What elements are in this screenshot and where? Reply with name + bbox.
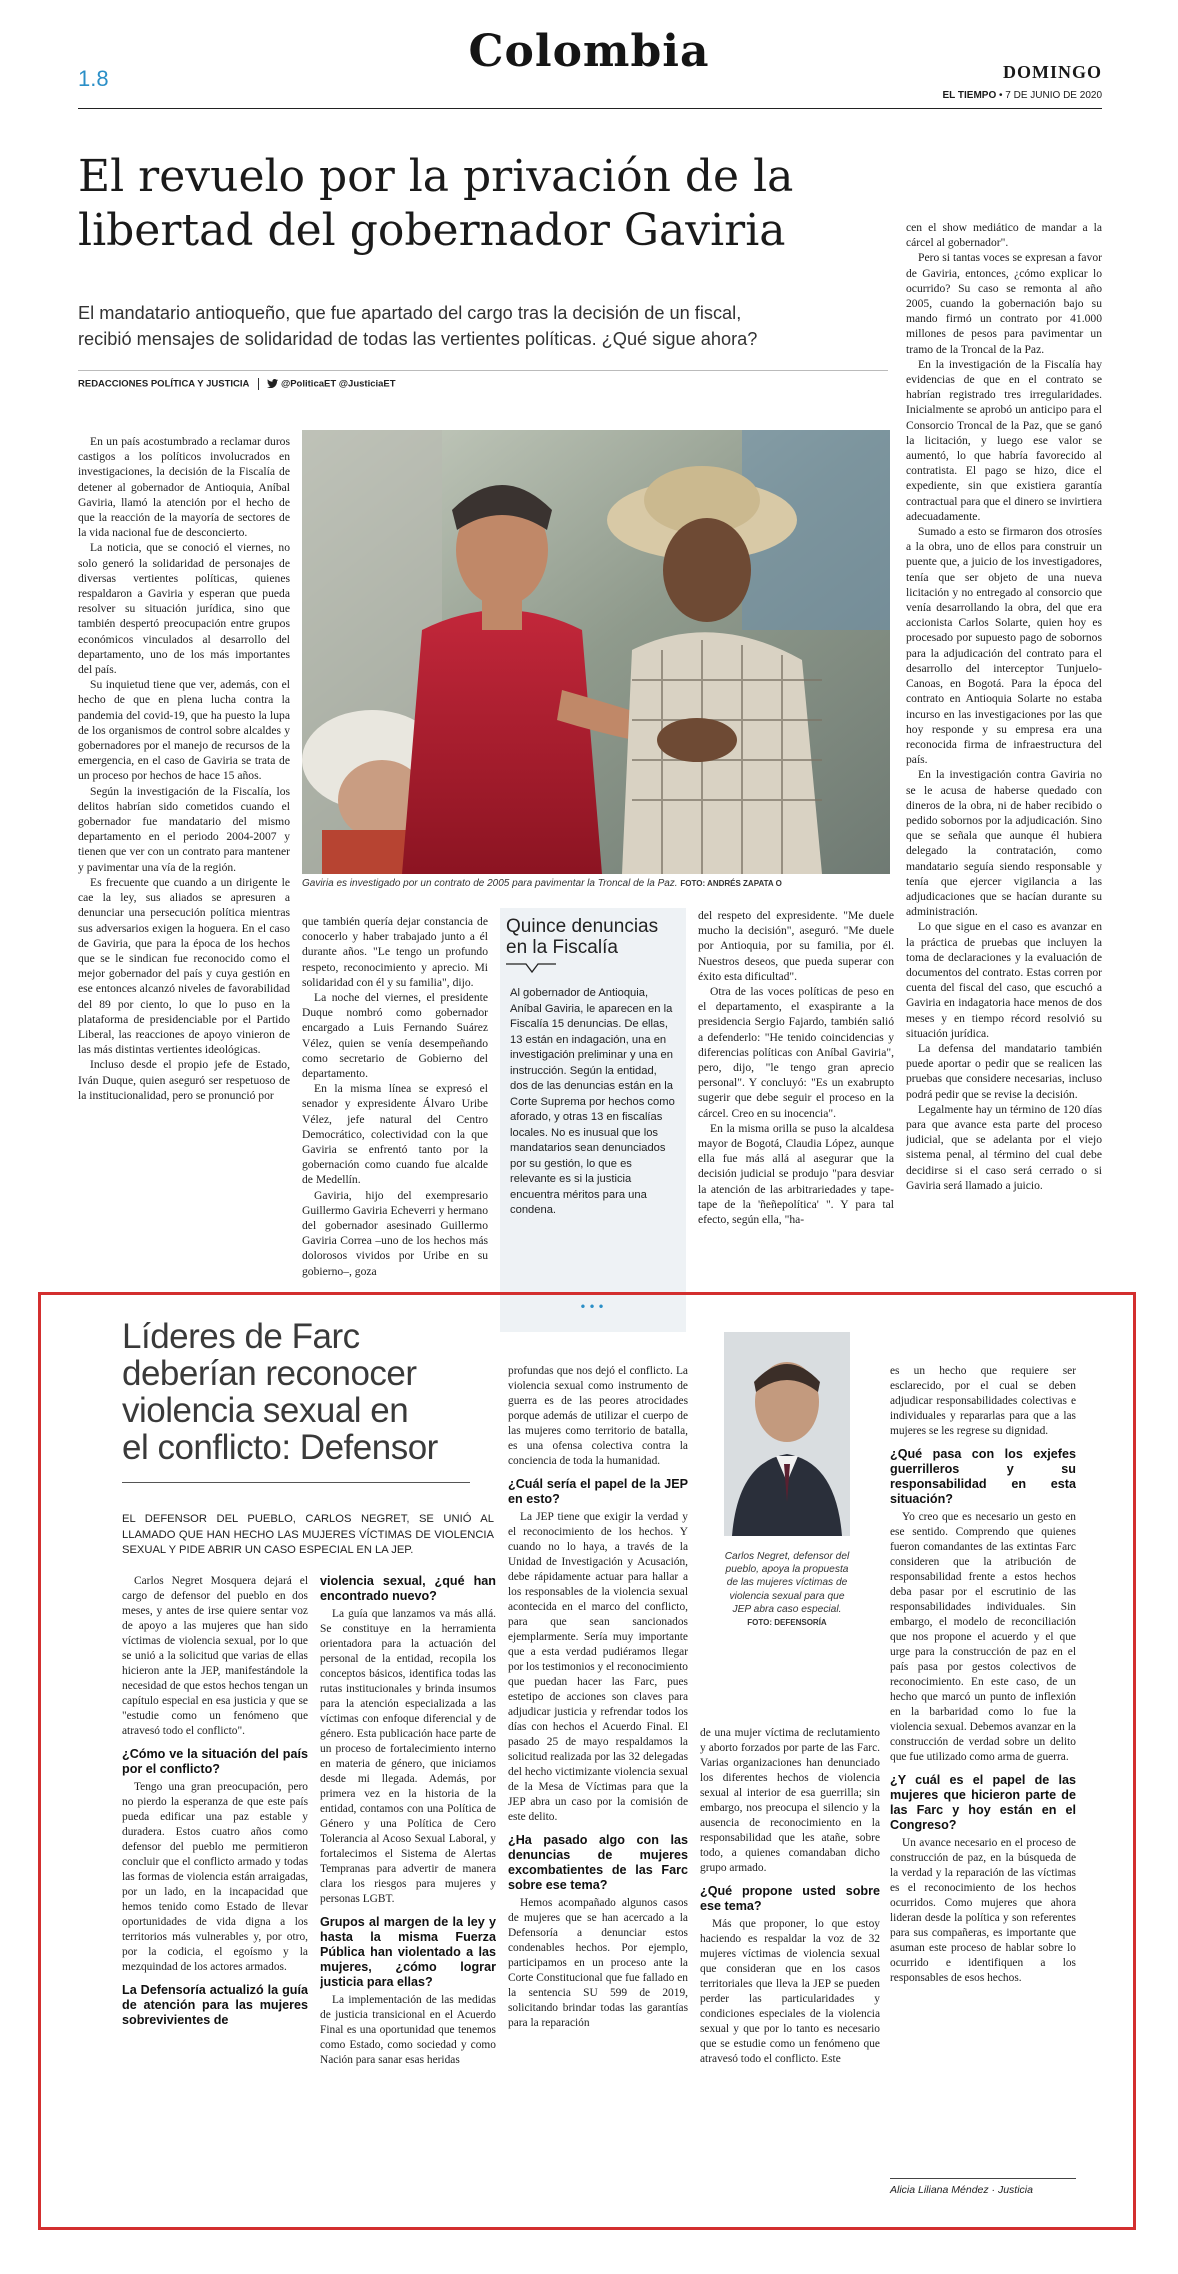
sidebar-marker	[506, 962, 556, 976]
main-photo	[302, 430, 890, 874]
byline: REDACCIONES POLÍTICA Y JUSTICIA @PoliticaET @JusticiaET	[78, 378, 396, 390]
second-headline-rule	[122, 1482, 470, 1483]
date-line: EL TIEMPO • 7 DE JUNIO DE 2020	[942, 90, 1102, 101]
main-col-1: En un país acostumbrado a reclamar duros castigos a los políticos involucrados en investigaciones, la decisión de la Fiscalía de detener al gobernador de Antioquia, Aníbal Gaviria, llamó la atención por el hecho de que la reacción de la mayoría de sectores de la vida nacional fue de desconcierto. La noticia, que se conoció el viernes, no solo generó la solidaridad de personajes de diversas vertientes políticas, quienes respaldaron a Gaviria y esperan que pueda resolver su situación jurídica, sino que también despertó preocupación entre grupos económicos vinculados al desarrollo del departamento, uno de los más importantes del país. Su inquietud tiene que ver, además, con el hecho de que en plena lucha contra la pandemia del covid-19, que ha puesto la lupa de los organismos de control sobre alcaldes y gobernadores por el manejo de recursos de la emergencia, en el caso de Gaviria se trata de un proceso por hechos de hace 15 años. Según la investigación de la Fiscalía, los delitos habrían sido cometidos cuando el gobernador fue mandatario del mismo departamento en el periodo 2004-2007 y tienen que ver con un contrato para mantener y pavimentar una vía de la región. Es frecuente que cuando a un dirigente le cae la ley, sus aliados se apresuren a denunciar una persecución política mientras sus adversarios exigen la hoguera. En el caso de Gaviria, que para la época de los hechos que se le sindican fue reconocido como el mejor gobernador del país y cuya gestión en ese entonces alcanzó niveles de favorabilidad del 89 por ciento, lo que lo puso en la plataforma de presidenciable por el Partido Liberal, las reacciones de apoyo vinieron de las más distintas vertientes ideológicas. Incluso desde el propio jefe de Estado, Iván Duque, quien aseguró ser respetuoso de la institucionalidad, pero se pronunció por	[78, 435, 290, 1102]
twitter-icon	[267, 379, 278, 388]
main-photo-caption: Gaviria es investigado por un contrato de 2005 para pavimentar la Troncal de la Paz. FOTO: ANDRÉS ZAPATA O	[302, 878, 782, 889]
sidebar-box	[500, 908, 686, 1332]
portrait-caption: Carlos Negret, defensor del pueblo, apoya la propuesta de las mujeres víctimas de violencia sexual para que JEP abra caso especial. FOTO: DEFENSORÍA	[724, 1551, 850, 1628]
question-1: ¿Cómo ve la situación del país por el conflicto?	[122, 1747, 308, 1776]
portrait-photo	[724, 1332, 850, 1536]
page-number: 1.8	[78, 66, 109, 91]
day-label: DOMINGO	[1003, 62, 1102, 82]
question-7: ¿Qué pasa con los exjefes guerrilleros y su responsabilidad en esta situación?	[890, 1447, 1076, 1506]
signature: Alicia Liliana Méndez · Justicia	[890, 2184, 1033, 2196]
header-rule	[78, 108, 1102, 109]
section-title: Colombia	[468, 26, 710, 77]
second-intro: EL DEFENSOR DEL PUEBLO, CARLOS NEGRET, SE UNIÓ AL LLAMADO QUE HAN HECHO LAS MUJERES VÍCTIMAS DE VIOLENCIA SEXUAL Y PIDE ABRIR UN CASO ESPECIAL EN LA JEP.	[122, 1513, 494, 1556]
second-headline: Líderes de Farc deberían reconocer violencia sexual en el conflicto: Defensor	[122, 1317, 438, 1467]
question-4: ¿Cuál sería el papel de la JEP en esto?	[508, 1477, 688, 1506]
question-3: Grupos al margen de la ley y hasta la misma Fuerza Pública han violentado a las mujeres, ¿cómo lograr justicia para ellas?	[320, 1915, 496, 1989]
main-col-2: que también quería dejar constancia de conocerlo y haber trabajado junto a él durante años. "Le tengo un profundo respeto, reconocimiento y aprecio. Mi solidaridad con él y su familia", dijo. La noche del viernes, el presidente Duque nombró como gobernador encargado a Luis Fernando Suárez Vélez, quien se venía desempeñando como secretario de Gobierno del departamento. En la misma línea se expresó el senador y expresidente Álvaro Uribe Vélez, jefe natural del Centro Democrático, colectividad con la que Gaviria se enfrentó tanto por la gobernación como cuando fue alcalde de Medellín. Gaviria, hijo del exempresario Guillermo Gaviria Echeverri y hermano del gobernador asesinado Guillermo Gaviria Correa –uno de los hechos más dolorosos vividos por Uribe en su gobierno–, goza	[302, 915, 488, 1278]
second-col-3: profundas que nos dejó el conflicto. La violencia sexual como instrumento de guerra es de las peores atrocidades porque además de utilizar el cuerpo de las mujeres como territorio de batalla, es una ofensa colectiva contra la conciencia de toda la humanidad. ¿Cuál sería el papel de la JEP en esto? La JEP tiene que exigir la verdad y el reconocimiento de los hechos. Y cuando no lo haya, a través de la Unidad de Investigación y Acusación, debe rápidamente actuar para hallar a los responsables de la violencia sexual acontecida en el marco del conflicto, para que sean sancionados ejemplarmente. Sería muy importante que a esta verdad pudiéramos llegar por los testimonios y el reconocimiento que puedan hacer las Farc, pues estetipo de acciones son claves para adjudicar justicia y refrendar todos los días con hechos el Acuerdo Final. El pasado 25 de mayo respaldamos la solicitud realizada por las 32 delegadas del hecho victimizante violencia sexual de la Mesa de Víctimas para que la JEP abra un caso por la comisión de este delito. ¿Ha pasado algo con las denuncias de mujeres excombatientes de las Farc sobre ese tema? Hemos acompañado algunos casos de mujeres que se han acercado a la Defensoría a denunciar estos condenables hechos. Por ejemplo, participamos en un proceso ante la Corte Constitucional que fue fallado en la sentencia SU 599 de 2019, solicitando brindar todas las garantías para la reparación	[508, 1365, 688, 2029]
main-headline: El revuelo por la privación de la libertad del gobernador Gaviria	[78, 151, 794, 256]
sidebar-body: Al gobernador de Antioquia, Aníbal Gaviria, le aparecen en la Fiscalía 15 denuncias. De ellas, 13 están en indagación, una en investigación preliminar y una en instrucción. Según la entidad, dos de las denuncias están en la Corte Suprema por hechos como aforado, y otras 13 en fiscalías locales. No es inusual que los mandatarios sean denunciados por su gestión, lo que es relevante es si la justicia encuentra méritos para una condena.	[510, 987, 675, 1216]
main-deck: El mandatario antioqueño, que fue apartado del cargo tras la decisión de un fiscal, recibió mensajes de solidaridad de todas las vertientes políticas. ¿Qué sigue ahora?	[78, 303, 758, 349]
question-5: ¿Ha pasado algo con las denuncias de mujeres excombatientes de las Farc sobre ese tema?	[508, 1833, 688, 1892]
sidebar-title: Quince denuncias en la Fiscalía	[506, 916, 659, 958]
main-col-4: cen el show mediático de mandar a la cárcel al gobernador". Pero si tantas voces se expresan a favor de Gaviria, entonces, ¿cómo explicar lo ocurrido? Su caso se remonta al año 2005, cuando la gobernación bajo su mando firmó un contrato por 41.000 millones de pesos para pavimentar un tramo de la Troncal de la Paz. En la investigación de la Fiscalía hay evidencias de que en el contrato se habrían registrado tres irregularidades. Inicialmente se aprobó un anticipo para el Consorcio Troncal de la Paz, que se ganó la licitación, y luego ese valor se aumentó, lo que habría favorecido al contratista. El pago se hizo, dice el expediente, sin que existiera garantía contractual para que el dinero se invirtiera adecuadamente. Sumado a esto se firmaron dos otrosíes a la obra, uno de ellos para construir un puente que, a juicio de los investigadores, tenía que ser objeto de una nueva licitación y no entregado al consorcio que venía desarrollando la obra, del que era accionista Carlos Solarte, quien hoy es procesado por supuesto pago de sobornos para la adjudicación del contrato para el desarrollo del interceptor Tunjuelo-Canoas, en Bogotá. Para la época del contrato en Antioquia Solarte no estaba incurso en las investigaciones por las que hoy responde y su empresa era una reconocida firma de infraestructura del país. En la investigación contra Gaviria no se le acusa de haberse quedado con dineros de la obra, ni de haber recibido o pedido sobornos por la adjudicación. Sino que se señala que aunque él hubiera delegado la contratación, como mandatario seguía siendo responsable y tenía que ejercer vigilancia a las adjudicaciones que se hacían durante su administración. Lo que sigue en el caso es avanzar en la práctica de pruebas que incluyen la toma de declaraciones y la evaluación de documentos del contrato. Estas corren por cuenta del fiscal del caso, que escuchó a Gaviria en indagatoria hace menos de dos meses y en tiempo récord resolvió su situación jurídica. La defensa del mandatario también puede aportar o pedir que se realicen las pruebas que considere necesarias, incluso podrá pedir que se revise la decisión. Legalmente hay un término de 120 días para que avance esta parte del proceso judicial, que se adelanta por el viejo sistema penal, al término del cual debe decidirse si el caso será cerrado o si Gaviria será llamado a juicio.	[906, 221, 1102, 1192]
second-col-2: violencia sexual, ¿qué han encontrado nuevo? La guía que lanzamos va más allá. Se constituye en la herramienta orientadora para la actuación del personal de la entidad, recopila los conceptos básicos, identifica todas las rutas institucionales y brinda insumos para la atención especializada a las víctimas con enfoque diferencial y de género. Esta publicación hace parte de un proceso de fortalecimiento interno en materia de género, que iniciamos desde mi llegada. Además, por primera vez en la historia de la entidad, contamos con una Política de Género y una Política de Cero Tolerancia al Acoso Sexual Laboral, y fortalecimos el Sistema de Alertas Tempranas para advertir de manera clara los riesgos para mujeres y personas LGBT. Grupos al margen de la ley y hasta la misma Fuerza Pública han violentado a las mujeres, ¿cómo lograr justicia para ellas? La implementación de las medidas de justicia transicional en el Acuerdo Final es una oportunidad que tenemos como Estado, como sociedad y como Nación para sanar esas heridas	[320, 1574, 496, 2066]
sidebar-dots: •••	[579, 1300, 607, 1314]
question-2-cont: violencia sexual, ¿qué han encontrado nuevo?	[320, 1574, 496, 1603]
signature-rule	[890, 2178, 1076, 2179]
main-col-3: del respeto del expresidente. "Me duele mucho la decisión", aseguró. "Me duele por Antioquia, por su familia, por él. Nuestros deseos, que pueda superar con éxito esta dificultad". Otra de las voces políticas de peso en el departamento, el exaspirante a la presidencia Sergio Fajardo, también salió a defenderlo: "He tenido coincidencias y diferencias políticas con Aníbal Gaviria", pero, dijo, "le tengo gran aprecio personal". Y concluyó: "Es un exabrupto sugerir que debe seguir el proceso en la cárcel. Creo en su inocencia". En la misma orilla se puso la alcaldesa mayor de Bogotá, Claudia López, aunque ella fue más allá al asegurar que la decisión judicial se produjo "para desviar la atención de las arbitrariedades y tape-tape de la 'ñeñepolítica' ". Y para tal efecto, según ella, "ha-	[698, 909, 894, 1227]
second-col-1: Carlos Negret Mosquera dejará el cargo de defensor del pueblo en dos meses, y antes de irse quiere sentar voz de apoyo a las mujeres que han sido víctimas de violencia sexual, por lo que se unió a la solicitud que varias de ellas hicieron ante la JEP, manifestándole la necesidad de que estos hechos tengan un capítulo especial en esa justicia y que se "estudie como un fenómeno que atravesó todo el conflicto". ¿Cómo ve la situación del país por el conflicto? Tengo una gran preocupación, pero no pierdo la esperanza de que este país pueda edificar una paz estable y duradera. Estos cuatro años como defensor del pueblo me permitieron concluir que el conflicto armado y todas las formas de violencia están arraigadas, por un lado, en la incapacidad que hemos tenido como Estado de llevar oportunidades de vida digna a los territorios más vulnerables y, por otro, por la codicia, el egoísmo y la mezquindad de los actores armados. La Defensoría actualizó la guía de atención para las mujeres sobrevivientes de	[122, 1575, 308, 2027]
second-col-5: es un hecho que requiere ser esclarecido, por el cual se deben adjudicar responsabilidades colectivas e individuales y repararlas para que a las mujeres se les regrese su dignidad. ¿Qué pasa con los exjefes guerrilleros y su responsabilidad en esta situación? Yo creo que es necesario un gesto en ese sentido. Comprendo que quienes fueron comandantes de las extintas Farc consideren que la atribución de responsabilidad frente a estos hechos deba pasar por el escrutinio de las responsabilidades individuales. Sin embargo, el modelo de reconciliación que nos propone el acuerdo y el que urge para la construcción de paz en el país pasa por gestos colectivos de reconocimiento. En este caso, de un hecho que marcó un punto de inflexión en la barbaridad como lo fue la violencia sexual. Debemos avanzar en la construcción de verdad sobre un delito que fue utilizado como arma de guerra. ¿Y cuál es el papel de las mujeres que hicieron parte de las Farc y hoy están en el Congreso? Un avance necesario en el proceso de construcción de paz, en la búsqueda de la verdad y la reparación de las víctimas es el reconocimiento de los hechos ocurridos. Como mujeres que ahora lideran desde la política y son referentes para sus compañeras, es importante que asuman este proceso de hablar sobre lo ocurrido e identifiquen a los responsables de esos hechos.	[890, 1365, 1076, 1984]
question-8: ¿Y cuál es el papel de las mujeres que hicieron parte de las Farc y hoy están en el Congreso?	[890, 1773, 1076, 1832]
byline-rule	[78, 370, 888, 371]
question-2: La Defensoría actualizó la guía de atención para las mujeres sobrevivientes de	[122, 1983, 308, 2027]
second-col-4: de una mujer víctima de reclutamiento y aborto forzados por parte de las Farc. Varias organizaciones han denunciado los diferentes hechos de violencia sexual al interior de esa guerrilla; sin embargo, nos preocupa el silencio y la ausencia de reconocimiento en la responsabilidad que les atañe, sobre todo, a quienes comandaban dicho grupo armado. ¿Qué propone usted sobre ese tema? Más que proponer, lo que estoy haciendo es respaldar la voz de 32 mujeres víctimas de violencia sexual que consideran que en los casos territoriales que lleva la JEP se pueden perder las particularidades y condiciones especiales de la violencia sexual y que por lo tanto es necesario que se estudie como un fenómeno que atravesó todo el conflicto. Este	[700, 1727, 880, 2065]
question-6: ¿Qué propone usted sobre ese tema?	[700, 1884, 880, 1913]
